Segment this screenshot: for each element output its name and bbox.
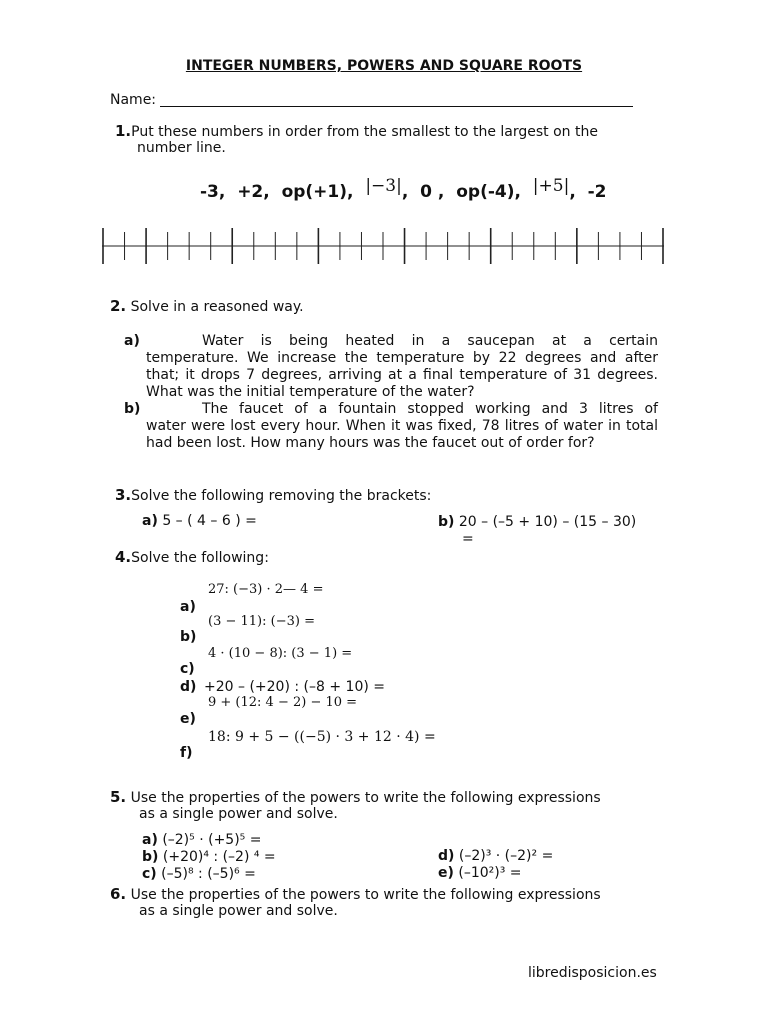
item-label: b): [142, 849, 159, 865]
exercise-5b: [142, 849, 276, 866]
number-item: ,: [401, 182, 409, 202]
item-label: a): [142, 832, 158, 848]
question-number: 1.: [115, 122, 132, 140]
absolute-value: |+5|: [532, 176, 570, 196]
question-6: [110, 886, 601, 904]
question-3: [115, 487, 431, 505]
item-label: a): [124, 333, 140, 349]
item-label: d): [180, 679, 197, 695]
question-4: [115, 549, 269, 567]
item-label: f): [180, 745, 193, 761]
expression-4b: (3 − 11): (−3) =: [208, 614, 315, 629]
question-text: Solve in a reasoned way.: [130, 299, 304, 315]
question-text: Solve the following:: [131, 550, 269, 566]
item-label: a): [180, 599, 196, 615]
item-label: e): [180, 711, 196, 727]
expression: (–10²)³ =: [458, 865, 522, 881]
expression-equals: =: [462, 531, 474, 547]
expression: 20 – (–5 + 10) – (15 – 30): [458, 514, 637, 530]
number-item: op(-4),: [456, 182, 521, 202]
expression-4d: +20 – (+20) : (–8 + 10) =: [204, 679, 385, 695]
number-item: 0 ,: [420, 182, 445, 202]
question-number: 3.: [115, 486, 132, 504]
name-label: Name:: [110, 92, 157, 108]
expression: 5 – ( 4 – 6 ) =: [162, 513, 257, 529]
question-number: 6.: [110, 885, 127, 903]
question-5: [110, 789, 601, 807]
item-label: b): [438, 514, 455, 530]
expression-4a: 27: (−3) · 2— 4 =: [208, 582, 324, 597]
problem-a-first-line: Water is being heated in a saucepan at a certain: [202, 333, 658, 349]
item-label: b): [180, 629, 197, 645]
name-field[interactable]: [160, 106, 633, 107]
question-number: 4.: [115, 548, 132, 566]
item-label: a): [142, 513, 158, 529]
expression-4c: 4 · (10 − 8): (3 − 1) =: [208, 646, 353, 661]
expression: (–5)⁸ : (–5)⁶ =: [161, 866, 256, 882]
question-text: Use the properties of the powers to write the following expressions: [130, 790, 601, 806]
worksheet-title: INTEGER NUMBERS, POWERS AND SQUARE ROOTS: [185, 58, 583, 74]
absolute-value: |−3|: [365, 176, 402, 196]
exercise-3b: [438, 514, 636, 531]
problem-a-text: temperature. We increase the temperature by 22 degrees and after that; it drops 7 degrees, arriving at a final temperature of 31 degrees. What was the initial temperature of the water?: [146, 350, 658, 400]
expression-4f: 18: 9 + 5 − ((−5) · 3 + 12 · 4) =: [208, 729, 436, 745]
item-label: b): [124, 401, 141, 417]
exercise-5d: [438, 848, 553, 865]
expression: (–2)³ · (–2)² =: [458, 848, 554, 864]
exercise-5a: [142, 832, 261, 849]
question-text: Put these numbers in order from the smallest to the largest on the: [131, 124, 598, 140]
expression-4e: 9 + (12: 4 − 2) − 10 =: [208, 695, 358, 710]
exercise-5c: [142, 866, 256, 883]
question-1: [115, 123, 598, 141]
question-text: Use the properties of the powers to write the following expressions: [130, 887, 601, 903]
number-item: ,: [569, 182, 576, 202]
number-item: -3,: [200, 182, 226, 202]
question-text-cont: as a single power and solve.: [139, 806, 338, 822]
item-label: c): [142, 866, 157, 882]
problem-b-text: water were lost every hour. When it was fixed, 78 litres of water in total had been lost. How many hours was the faucet out of order for?: [146, 418, 658, 451]
question-number: 5.: [110, 788, 127, 806]
item-label: e): [438, 865, 454, 881]
expression: (+20)⁴ : (–2) ⁴ =: [162, 849, 276, 865]
number-item: +2,: [237, 182, 270, 202]
expression: (–2)⁵ · (+5)⁵ =: [162, 832, 262, 848]
number-item: -2: [587, 182, 607, 202]
question-2: [110, 298, 304, 316]
number-item: op(+1),: [281, 182, 354, 202]
exercise-3a: [142, 513, 257, 530]
question-number: 2.: [110, 297, 127, 315]
question-text: Solve the following removing the brackets:: [131, 488, 432, 504]
number-line: [100, 226, 670, 266]
item-label: c): [180, 661, 195, 677]
question-text-cont: number line.: [137, 140, 226, 156]
question-text-cont: as a single power and solve.: [139, 903, 338, 919]
item-label: d): [438, 848, 455, 864]
problem-b-first-line: The faucet of a fountain stopped working and 3 litres of: [202, 401, 658, 417]
footer-source: libredisposicion.es: [528, 965, 657, 981]
numbers-to-order: [200, 176, 607, 202]
exercise-5e: [438, 865, 522, 882]
